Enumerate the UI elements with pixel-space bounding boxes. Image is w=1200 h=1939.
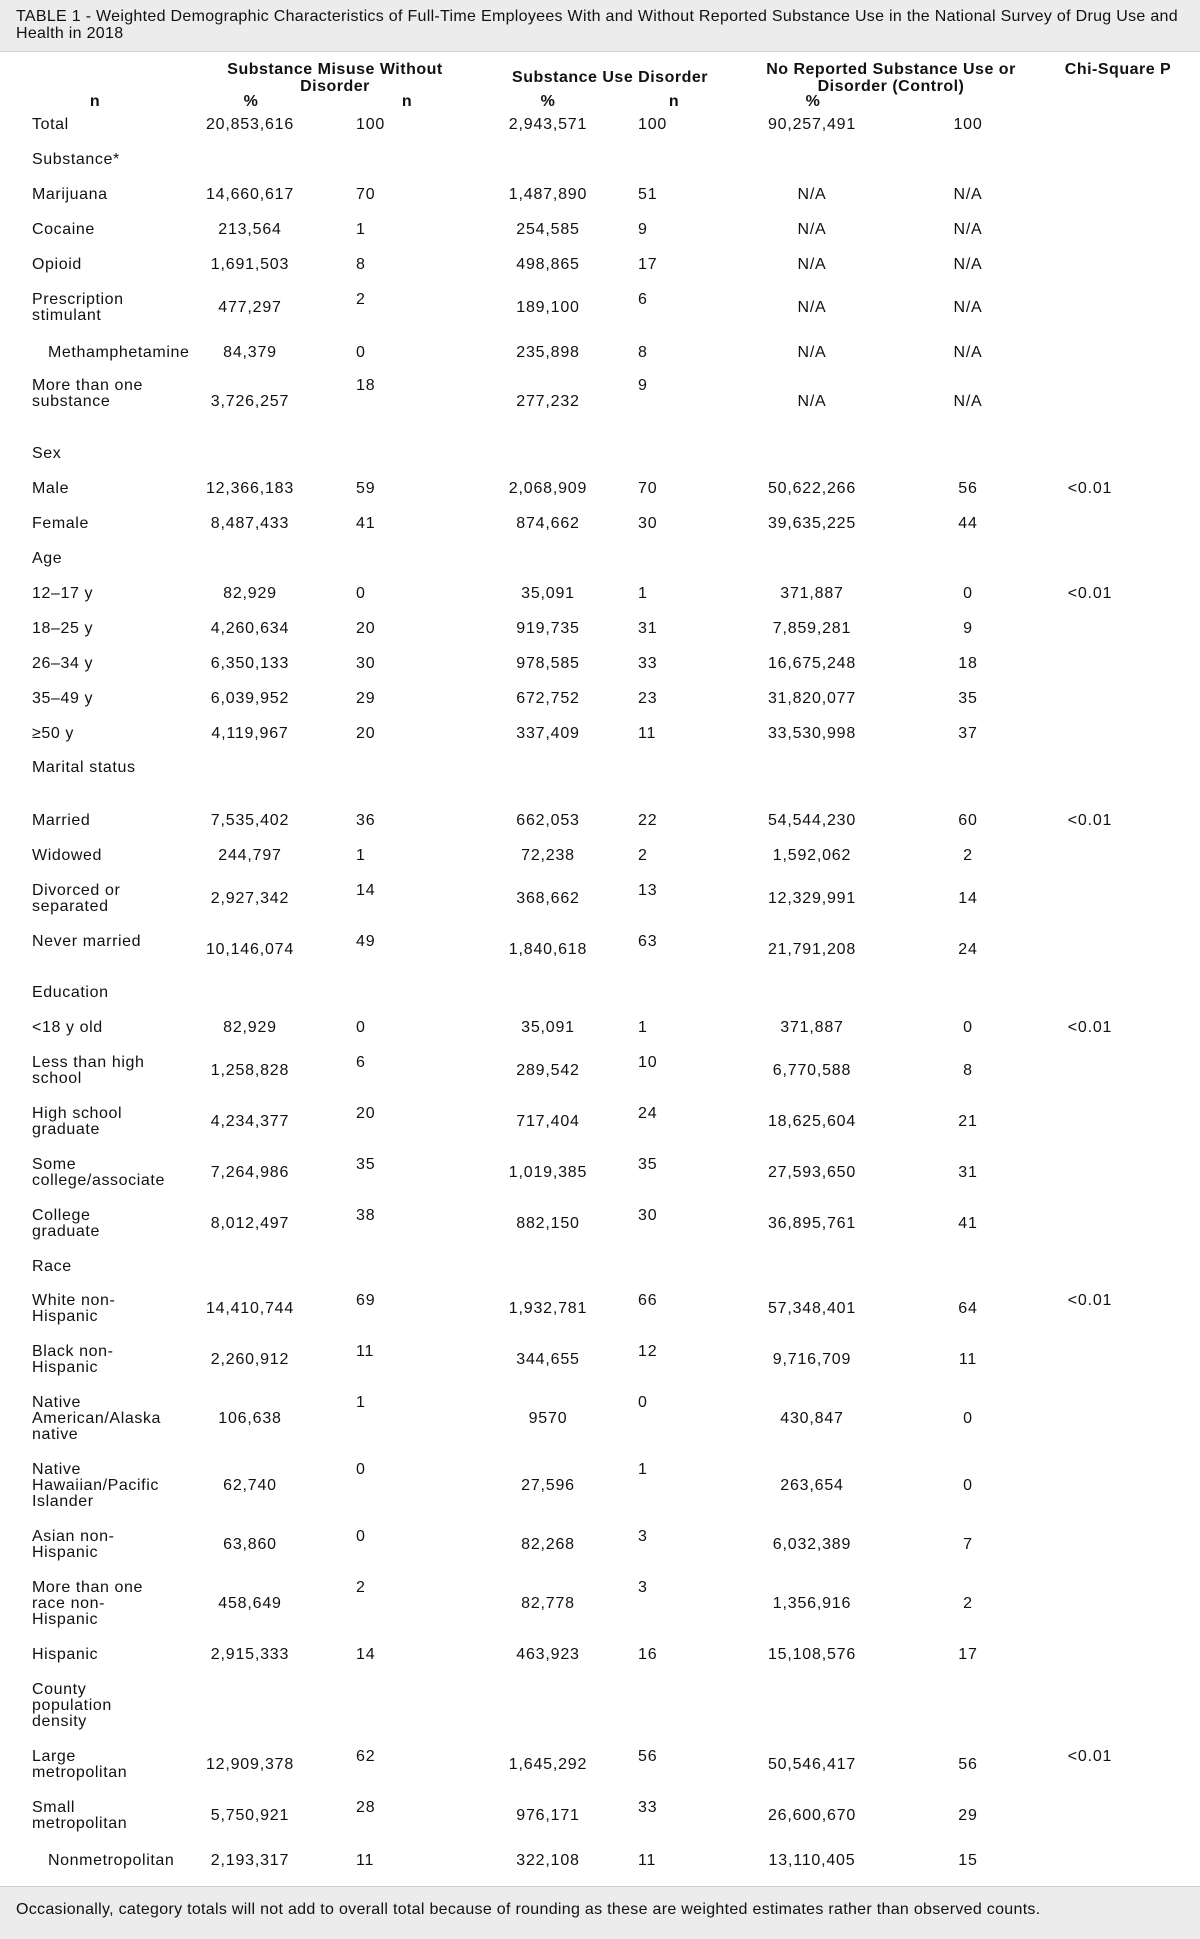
table-cell: 1	[356, 221, 366, 238]
table-cell: 1,840,618	[508, 941, 588, 958]
table-cell: 3	[638, 1579, 648, 1596]
table-cell: 0	[356, 1019, 366, 1036]
table-cell: 14	[958, 890, 978, 907]
table-cell: 18,625,604	[767, 1113, 857, 1130]
row-label: Cocaine	[32, 221, 95, 238]
table-cell: 371,887	[780, 1019, 844, 1036]
row-label: ≥50 y	[32, 725, 75, 742]
table-cell: 38	[356, 1207, 376, 1224]
table-cell: 54,544,230	[767, 812, 857, 829]
table-cell: 3,726,257	[210, 393, 290, 410]
table-cell: 1,019,385	[508, 1164, 588, 1181]
table-cell: 27,596	[521, 1477, 575, 1494]
table-cell: 18	[958, 655, 978, 672]
table-cell: 0	[963, 1019, 973, 1036]
table-cell: 6,770,588	[772, 1062, 852, 1079]
table-cell: 11	[356, 1343, 375, 1360]
table-cell: 82,929	[223, 1019, 277, 1036]
table-cell: 20	[356, 725, 376, 742]
table-cell: 430,847	[780, 1410, 844, 1427]
header-n-label: n	[401, 93, 413, 110]
row-label: More than one substance	[32, 377, 143, 410]
table-cell: 2,068,909	[508, 480, 588, 497]
row-label: 26–34 y	[32, 655, 94, 672]
table-cell: 23	[638, 690, 658, 707]
header-pct-label: %	[540, 93, 556, 110]
table-cell: 0	[356, 1461, 366, 1478]
table-cell: 82,929	[223, 585, 277, 602]
table-cell: 919,735	[516, 620, 580, 637]
table-cell: 8	[356, 256, 366, 273]
table-cell: 672,752	[516, 690, 580, 707]
row-label: Some college/associate	[32, 1156, 165, 1189]
table-cell: 322,108	[516, 1852, 580, 1869]
table-cell: 9570	[528, 1410, 568, 1427]
table-cell: 6,350,133	[210, 655, 290, 672]
table-cell: 29	[356, 690, 376, 707]
table-cell: 69	[356, 1292, 376, 1309]
table-cell: 63	[638, 933, 658, 950]
table-cell: 21	[958, 1113, 978, 1130]
table-cell: 12,329,991	[767, 890, 857, 907]
table-cell: 0	[356, 1528, 366, 1545]
table-cell: 10	[638, 1054, 658, 1071]
table-cell: 2,260,912	[210, 1351, 290, 1368]
row-label: Prescription stimulant	[32, 291, 124, 324]
table-cell: 8,487,433	[210, 515, 290, 532]
table-cell: 1,592,062	[772, 847, 852, 864]
table-cell: 4,260,634	[210, 620, 290, 637]
table-cell: 13,110,405	[768, 1852, 856, 1869]
table-cell: 35,091	[521, 585, 575, 602]
table-cell: 4,234,377	[210, 1113, 290, 1130]
table-cell: 30	[638, 1207, 658, 1224]
table-cell: 56	[638, 1748, 658, 1765]
table-cell: 62,740	[223, 1477, 277, 1494]
table-cell: 41	[356, 515, 376, 532]
row-label: Hispanic	[32, 1646, 99, 1663]
table-caption: TABLE 1 - Weighted Demographic Characteristics of Full-Time Employees With and Without Reported Substance Use in the National Survey of Drug Use and Health in 2018	[0, 0, 1200, 52]
table-cell: 0	[963, 585, 973, 602]
row-label: Methamphetamine	[48, 344, 190, 361]
row-label: Small metropolitan	[32, 1799, 128, 1832]
table-cell: 5,750,921	[210, 1807, 290, 1824]
table-cell: 874,662	[516, 515, 580, 532]
table-cell: 498,865	[516, 256, 580, 273]
table-cell: 2,943,571	[508, 116, 588, 133]
row-label: Sex	[32, 445, 62, 462]
table-cell: 50,622,266	[767, 480, 857, 497]
table-cell: 16,675,248	[767, 655, 857, 672]
table-cell: 0	[963, 1477, 973, 1494]
table-cell: 371,887	[780, 585, 844, 602]
table-cell: 717,404	[516, 1113, 580, 1130]
table-cell: 11	[638, 1852, 657, 1869]
table-cell: 8,012,497	[210, 1215, 290, 1232]
table-cell: 0	[356, 344, 366, 361]
table-cell: 263,654	[780, 1477, 844, 1494]
header-pct-label: %	[805, 93, 821, 110]
table-cell: 15,108,576	[767, 1646, 857, 1663]
row-label: Nonmetropolitan	[48, 1852, 175, 1869]
table-cell: 15	[958, 1852, 978, 1869]
table-cell: 90,257,491	[767, 116, 857, 133]
table-cell: 14,410,744	[205, 1300, 295, 1317]
table-cell: 6	[638, 291, 648, 308]
row-label: County population density	[32, 1681, 112, 1730]
row-label: White non-Hispanic	[32, 1292, 116, 1325]
table-cell: 56	[958, 480, 978, 497]
table-footnote: Occasionally, category totals will not add to overall total because of rounding as these are weighted estimates rather than observed counts.	[0, 1886, 1200, 1939]
row-label: Total	[32, 116, 69, 133]
table-cell: <0.01	[1067, 812, 1113, 829]
table-cell: <0.01	[1067, 1019, 1113, 1036]
table-cell: 1	[638, 1019, 648, 1036]
row-label: Marijuana	[32, 186, 108, 203]
table-cell: 2	[963, 847, 973, 864]
header-substance-use-disorder: Substance Use Disorder	[512, 69, 708, 86]
table-cell: 337,409	[516, 725, 580, 742]
table-cell: 33,530,998	[767, 725, 857, 742]
table-cell: 22	[638, 812, 658, 829]
table-cell: 14	[356, 1646, 376, 1663]
table-cell: 2,193,317	[210, 1852, 290, 1869]
row-label: Less than high school	[32, 1054, 145, 1087]
table-cell: 30	[356, 655, 376, 672]
table-cell: N/A	[953, 393, 983, 410]
table-cell: N/A	[953, 344, 983, 361]
table-cell: 3	[638, 1528, 648, 1545]
table-cell: 1,645,292	[508, 1756, 588, 1773]
table-cell: 17	[958, 1646, 978, 1663]
table-cell: 33	[638, 655, 658, 672]
table-cell: 1	[638, 1461, 648, 1478]
table-cell: 12,909,378	[205, 1756, 295, 1773]
table-cell: N/A	[953, 299, 983, 316]
table-cell: 20,853,616	[205, 116, 295, 133]
table-cell: 82,268	[521, 1536, 575, 1553]
table-cell: 235,898	[516, 344, 580, 361]
table-cell: 62	[356, 1748, 376, 1765]
table-cell: 9	[963, 620, 973, 637]
table-cell: 344,655	[516, 1351, 580, 1368]
table-cell: 12,366,183	[205, 480, 295, 497]
table-cell: 60	[958, 812, 978, 829]
table-cell: 4,119,967	[211, 725, 289, 742]
table-cell: 189,100	[516, 299, 580, 316]
table-cell: 2,915,333	[210, 1646, 290, 1663]
table-cell: 2	[356, 291, 366, 308]
table-cell: 35	[958, 690, 978, 707]
table-cell: 2	[356, 1579, 366, 1596]
table-cell: 56	[958, 1756, 978, 1773]
table-cell: 100	[953, 116, 983, 133]
row-label: Opioid	[32, 256, 82, 273]
table-cell: 477,297	[218, 299, 282, 316]
table-cell: 49	[356, 933, 376, 950]
table-cell: 9	[638, 377, 648, 394]
table-cell: 17	[638, 256, 658, 273]
row-label: More than one race non-Hispanic	[32, 1579, 143, 1628]
table-cell: 33	[638, 1799, 658, 1816]
table-cell: 39,635,225	[767, 515, 857, 532]
table-cell: 2	[638, 847, 648, 864]
table-cell: 37	[958, 725, 978, 742]
table-cell: 1,691,503	[210, 256, 290, 273]
table-cell: 20	[356, 1105, 376, 1122]
header-pct-label: %	[243, 93, 259, 110]
row-label: Married	[32, 812, 91, 829]
table-cell: 24	[638, 1105, 658, 1122]
table-cell: N/A	[797, 344, 827, 361]
table-cell: 6,032,389	[772, 1536, 852, 1553]
table-cell: N/A	[953, 221, 983, 238]
table-cell: 100	[356, 116, 386, 133]
row-label: 12–17 y	[32, 585, 94, 602]
table-cell: 1	[356, 847, 366, 864]
row-label: Divorced or separated	[32, 882, 121, 915]
table-cell: 63,860	[223, 1536, 277, 1553]
table-cell: 36	[356, 812, 376, 829]
table-cell: 1	[356, 1394, 366, 1411]
header-control: No Reported Substance Use or Disorder (Control)	[766, 61, 1016, 95]
table-cell: 70	[356, 186, 376, 203]
table-cell: 9,716,709	[772, 1351, 852, 1368]
row-label: College graduate	[32, 1207, 100, 1240]
table-cell: 662,053	[516, 812, 580, 829]
table-cell: 28	[356, 1799, 376, 1816]
table-cell: 978,585	[516, 655, 580, 672]
table-cell: <0.01	[1067, 480, 1113, 497]
row-label: Native American/Alaska native	[32, 1394, 162, 1443]
table-cell: N/A	[797, 256, 827, 273]
table-cell: N/A	[953, 256, 983, 273]
table-cell: N/A	[797, 221, 827, 238]
table-cell: <0.01	[1067, 1748, 1113, 1765]
table-cell: 6	[356, 1054, 366, 1071]
row-label: <18 y old	[32, 1019, 103, 1036]
table-cell: 1	[638, 585, 648, 602]
table-cell: 368,662	[516, 890, 580, 907]
table-cell: 50,546,417	[767, 1756, 857, 1773]
table-cell: 0	[356, 585, 366, 602]
table-cell: 36,895,761	[767, 1215, 857, 1232]
table-cell: 0	[638, 1394, 648, 1411]
row-label: Female	[32, 515, 89, 532]
table-cell: 14	[356, 882, 376, 899]
table-cell: 9	[638, 221, 648, 238]
table-cell: 8	[963, 1062, 973, 1079]
table-cell: <0.01	[1067, 1292, 1113, 1309]
table-cell: 66	[638, 1292, 658, 1309]
table-cell: 458,649	[218, 1595, 282, 1612]
table-cell: 21,791,208	[767, 941, 857, 958]
row-label: Marital status	[32, 759, 136, 776]
table-cell: 463,923	[516, 1646, 580, 1663]
row-label: Substance*	[32, 151, 120, 168]
table-cell: 51	[638, 186, 658, 203]
row-label: Race	[32, 1258, 72, 1275]
table-cell: 26,600,670	[767, 1807, 857, 1824]
table-cell: 2	[963, 1595, 973, 1612]
table-cell: 254,585	[516, 221, 580, 238]
row-label: 18–25 y	[32, 620, 94, 637]
table-cell: 30	[638, 515, 658, 532]
table-cell: 31	[958, 1164, 978, 1181]
table-cell: 29	[958, 1807, 978, 1824]
table-cell: 1,356,916	[772, 1595, 852, 1612]
table-cell: 2,927,342	[210, 890, 290, 907]
row-label: Never married	[32, 933, 142, 950]
table-cell: 7,264,986	[210, 1164, 290, 1181]
table-cell: 277,232	[516, 393, 580, 410]
table-cell: <0.01	[1067, 585, 1113, 602]
table-cell: 84,379	[223, 344, 277, 361]
table-cell: 1,487,890	[508, 186, 588, 203]
table-cell: 7,535,402	[210, 812, 290, 829]
table-cell: 31,820,077	[767, 690, 857, 707]
row-label: 35–49 y	[32, 690, 94, 707]
table-cell: N/A	[797, 393, 827, 410]
table-cell: 11	[638, 725, 657, 742]
table-cell: 35	[356, 1156, 376, 1173]
table-cell: 11	[958, 1351, 978, 1368]
table-cell: 7,859,281	[772, 620, 852, 637]
table-cell: N/A	[797, 186, 827, 203]
table-cell: 7	[963, 1536, 973, 1553]
table-cell: 18	[356, 377, 376, 394]
table-cell: 31	[638, 620, 658, 637]
table-cell: 27,593,650	[767, 1164, 857, 1181]
table-cell: 1,932,781	[508, 1300, 588, 1317]
table-cell: 72,238	[521, 847, 575, 864]
table-cell: N/A	[797, 299, 827, 316]
table-cell: 35	[638, 1156, 658, 1173]
row-label: Male	[32, 480, 70, 497]
table-cell: 213,564	[218, 221, 282, 238]
table-cell: 106,638	[218, 1410, 282, 1427]
table-cell: 35,091	[521, 1019, 575, 1036]
table-cell: N/A	[953, 186, 983, 203]
header-n-label: n	[668, 93, 680, 110]
table-cell: 64	[958, 1300, 978, 1317]
table-cell: 882,150	[516, 1215, 580, 1232]
row-label: High school graduate	[32, 1105, 123, 1138]
table-cell: 976,171	[516, 1807, 580, 1824]
header-misuse-without-disorder: Substance Misuse Without Disorder	[227, 61, 443, 95]
table-cell: 70	[638, 480, 658, 497]
table-cell: 244,797	[218, 847, 282, 864]
row-label: Native Hawaiian/Pacific Islander	[32, 1461, 159, 1510]
table-cell: 100	[638, 116, 668, 133]
table-cell: 59	[356, 480, 376, 497]
table-cell: 16	[638, 1646, 658, 1663]
table-cell: 8	[638, 344, 648, 361]
table-cell: 13	[638, 882, 658, 899]
table-cell: 0	[963, 1410, 973, 1427]
table-cell: 41	[958, 1215, 978, 1232]
table-cell: 24	[958, 941, 978, 958]
table-cell: 20	[356, 620, 376, 637]
row-label: Asian non-Hispanic	[32, 1528, 115, 1561]
header-chi-square: Chi-Square P	[1064, 61, 1172, 78]
table-cell: 12	[638, 1343, 658, 1360]
table-cell: 11	[356, 1852, 375, 1869]
table-cell: 82,778	[521, 1595, 575, 1612]
table-cell: 1,258,828	[210, 1062, 290, 1079]
table-cell: 44	[958, 515, 978, 532]
row-label: Education	[32, 984, 109, 1001]
row-label: Age	[32, 550, 63, 567]
table-cell: 10,146,074	[205, 941, 295, 958]
table-cell: 14,660,617	[205, 186, 295, 203]
table-cell: 57,348,401	[767, 1300, 857, 1317]
header-n-label: n	[89, 93, 101, 110]
table-cell: 289,542	[516, 1062, 580, 1079]
row-label: Black non-Hispanic	[32, 1343, 114, 1376]
row-label: Widowed	[32, 847, 103, 864]
row-label: Large metropolitan	[32, 1748, 128, 1781]
table-cell: 6,039,952	[210, 690, 290, 707]
